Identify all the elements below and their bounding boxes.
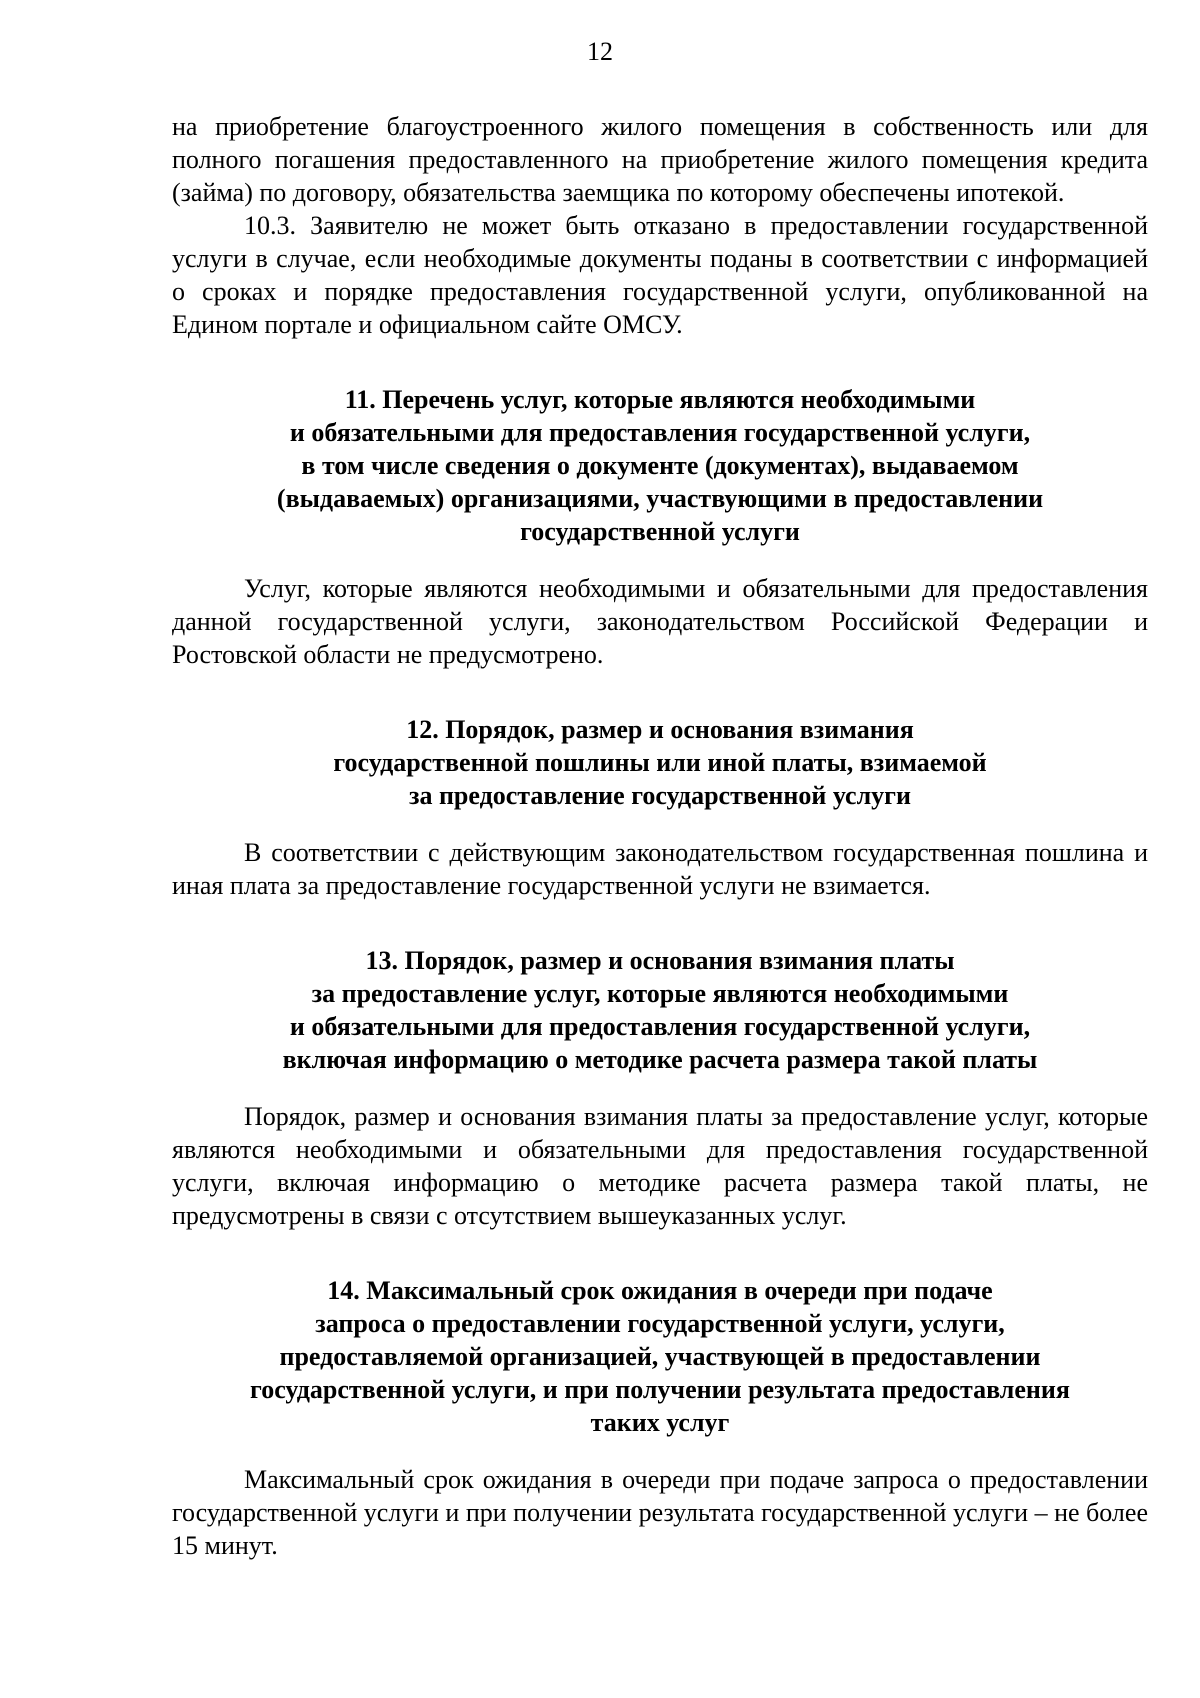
section-heading-13	[172, 944, 1148, 1076]
paragraph-section-13: Порядок, размер и основания взимания платы за предоставление услуг, которые являются необходимыми и обязательными для предоставления государственной услуги, включая информацию о методике расчета размера такой платы, не предусмотрены в связи с отсутствием вышеуказанных услуг.	[172, 1102, 1148, 1230]
heading-line: в том числе сведения о документе (документах), выдаваемом	[301, 451, 1019, 480]
paragraph-continuation: на приобретение благоустроенного жилого помещения в собственность или для полного погашения предоставленного на приобретение жилого помещения кредита (займа) по договору, обязательства заемщика по которому обеспечены ипотекой.	[172, 112, 1148, 207]
heading-line: 12. Порядок, размер и основания взимания	[406, 715, 914, 744]
paragraph-section-14: Максимальный срок ожидания в очереди при подаче запроса о предоставлении государственной услуги и при получении результата государственной услуги – не более 15 минут.	[172, 1465, 1148, 1560]
heading-line: включая информацию о методике расчета размера такой платы	[282, 1045, 1038, 1074]
section-heading-12	[172, 713, 1148, 812]
heading-line: за предоставление государственной услуги	[409, 781, 911, 810]
section-heading-11	[172, 383, 1148, 548]
heading-line: 11. Перечень услуг, которые являются необходимыми	[344, 385, 976, 414]
page-number: 12	[587, 37, 613, 66]
document-body	[172, 110, 1148, 1562]
heading-line: за предоставление услуг, которые являются необходимыми	[311, 979, 1009, 1008]
section-heading-14	[172, 1274, 1148, 1439]
heading-line: 14. Максимальный срок ожидания в очереди при подаче	[327, 1276, 993, 1305]
heading-line: и обязательными для предоставления государственной услуги,	[289, 418, 1031, 447]
heading-line: и обязательными для предоставления государственной услуги,	[289, 1012, 1031, 1041]
paragraph-section-12: В соответствии с действующим законодательством государственная пошлина и иная плата за предоставление государственной услуги не взимается.	[172, 838, 1148, 900]
heading-line: (выдаваемых) организациями, участвующими в предоставлении	[276, 484, 1044, 513]
heading-line: государственной услуги, и при получении результата предоставления	[250, 1375, 1070, 1404]
heading-line: запроса о предоставлении государственной услуги, услуги,	[315, 1309, 1005, 1338]
heading-line: 13. Порядок, размер и основания взимания платы	[365, 946, 955, 975]
paragraph-10-3: 10.3. Заявителю не может быть отказано в предоставлении государственной услуги в случае, если необходимые документы поданы в соответствии с информацией о сроках и порядке предоставления государственной услуги, опубликованной на Едином портале и официальном сайте ОМСУ.	[172, 211, 1148, 339]
paragraph-section-11: Услуг, которые являются необходимыми и обязательными для предоставления данной государственной услуги, законодательством Российской Федерации и Ростовской области не предусмотрено.	[172, 574, 1148, 669]
heading-line: государственной пошлины или иной платы, взимаемой	[333, 748, 987, 777]
heading-line: государственной услуги	[520, 517, 800, 546]
heading-line: таких услуг	[590, 1408, 730, 1437]
heading-line: предоставляемой организацией, участвующей в предоставлении	[279, 1342, 1041, 1371]
